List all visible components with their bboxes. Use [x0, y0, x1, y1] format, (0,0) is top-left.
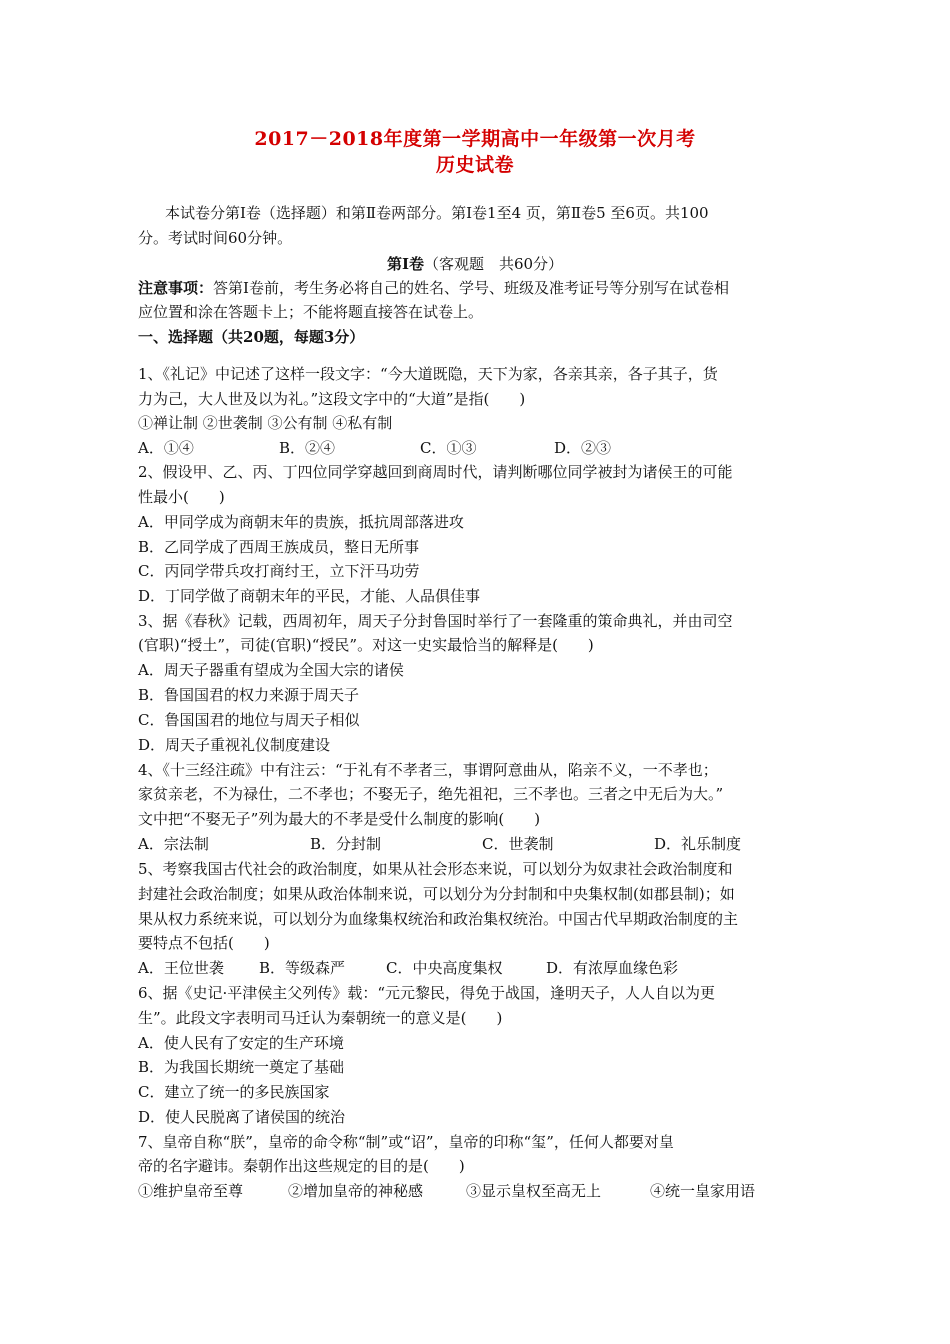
- q2-option-a: A．甲同学成为商朝末年的贵族，抵抗周部落进攻: [138, 513, 464, 531]
- q3-option-d: D．周天子重视礼仪制度建设: [138, 736, 331, 754]
- q1-options: [138, 438, 818, 458]
- q2-option-c: C．丙同学带兵攻打商纣王，立下汗马功劳: [138, 562, 420, 580]
- q7-item-1: ①维护皇帝至尊: [138, 1182, 244, 1200]
- q5-line-2: 封建社会政治制度；如果从政治体制来说，可以划分为分封制和中央集权制(如郡县制)；如: [138, 885, 735, 903]
- q6-option-c: C．建立了统一的多民族国家: [138, 1083, 330, 1101]
- q3-option-b: B．鲁国国君的权力来源于周天子: [138, 686, 360, 704]
- exam-title: 2017－2018年度第一学期高中一年级第一次月考: [254, 128, 696, 150]
- q7-line-2: 帝的名字避讳。秦朝作出这些规定的目的是( ): [138, 1157, 465, 1175]
- q5-line-4: 要特点不包括( ): [138, 934, 270, 952]
- q1-option-c: C．①③: [420, 439, 477, 457]
- q1-option-a: A．①④: [138, 439, 194, 457]
- q1-items: ①禅让制 ②世袭制 ③公有制 ④私有制: [138, 414, 393, 432]
- notice-text-1: 答第Ⅰ卷前，考生务必将自己的姓名、学号、班级及准考证号等分别写在试卷相: [213, 279, 729, 297]
- q3-option-c: C．鲁国国君的地位与周天子相似: [138, 711, 360, 729]
- q6-line-1: 6、据《史记·平津侯主父列传》载：“元元黎民，得免于战国，逢明天子，人人自以为更: [138, 984, 715, 1002]
- q4-option-c: C．世袭制: [482, 835, 554, 853]
- q5-option-a: A．王位世袭: [138, 959, 224, 977]
- part1-heading: [0, 254, 950, 274]
- q1-line-2: 力为己，大人世及以为礼。”这段文字中的“大道”是指( ): [138, 390, 526, 408]
- q3-line-1: 3、据《春秋》记载，西周初年，周天子分封鲁国时举行了一套隆重的策命典礼，并由司空: [138, 612, 733, 630]
- q1-option-b: B．②④: [279, 439, 336, 457]
- q5-option-b: B．等级森严: [259, 959, 346, 977]
- part1-heading-rest: （客观题 共60分）: [423, 255, 564, 273]
- q6-option-d: D．使人民脱离了诸侯国的统治: [138, 1108, 346, 1126]
- exam-subject: 历史试卷: [435, 154, 514, 176]
- q7-item-3: ③显示皇权至高无上: [466, 1182, 602, 1200]
- q5-options: [138, 958, 818, 978]
- q6-option-b: B．为我国长期统一奠定了基础: [138, 1058, 345, 1076]
- q4-line-1: 4、《十三经注疏》中有注云：“于礼有不孝者三，事谓阿意曲从，陷亲不义，一不孝也；: [138, 761, 718, 779]
- q7-item-2: ②增加皇帝的神秘感: [288, 1182, 424, 1200]
- q1-option-d: D．②③: [554, 439, 612, 457]
- q5-line-1: 5、考察我国古代社会的政治制度，如果从社会形态来说，可以划分为奴隶社会政治制度和: [138, 860, 733, 878]
- q1-line-1: 1、《礼记》中记述了这样一段文字：“今大道既隐，天下为家，各亲其亲，各子其子，货: [138, 365, 718, 383]
- q4-options: [138, 834, 818, 854]
- q3-option-a: A．周天子器重有望成为全国大宗的诸侯: [138, 661, 404, 679]
- notice-line-1: [138, 278, 818, 298]
- q4-option-d: D．礼乐制度: [654, 835, 742, 853]
- notice-line-2: 应位置和涂在答题卡上；不能将题直接答在试卷上。: [138, 303, 484, 321]
- q2-line-1: 2、假设甲、乙、丙、丁四位同学穿越回到商周时代，请判断哪位同学被封为诸侯王的可能: [138, 463, 733, 481]
- q6-line-2: 生”。此段文字表明司马迁认为秦朝统一的意义是( ): [138, 1009, 503, 1027]
- intro-line-2: 分。考试时间60分钟。: [138, 229, 293, 247]
- q5-option-c: C．中央高度集权: [386, 959, 503, 977]
- q7-item-4: ④统一皇家用语: [650, 1182, 756, 1200]
- q4-option-b: B．分封制: [310, 835, 382, 853]
- section-heading: 一、选择题（共20题，每题3分）: [138, 328, 365, 346]
- q4-line-2: 家贫亲老，不为禄仕，二不孝也；不娶无子，绝先祖祀，三不孝也。三者之中无后为大。”: [138, 785, 724, 803]
- q2-option-d: D．丁同学做了商朝末年的平民，才能、人品俱佳事: [138, 587, 481, 605]
- part1-heading-bold: 第Ⅰ卷: [386, 255, 424, 273]
- q2-line-2: 性最小( ): [138, 488, 225, 506]
- q6-option-a: A．使人民有了安定的生产环境: [138, 1034, 344, 1052]
- q5-option-d: D．有浓厚血缘色彩: [546, 959, 679, 977]
- q7-items: [138, 1181, 818, 1201]
- q3-line-2: (官职)“授土”，司徒(官职)“授民”。对这一史实最恰当的解释是( ): [138, 636, 594, 654]
- q4-option-a: A．宗法制: [138, 835, 209, 853]
- q4-line-3: 文中把“不娶无子”列为最大的不孝是受什么制度的影响( ): [138, 810, 541, 828]
- q2-option-b: B．乙同学成了西周王族成员，整日无所事: [138, 538, 420, 556]
- q7-line-1: 7、皇帝自称“朕”，皇帝的命令称“制”或“诏”，皇帝的印称“玺”，任何人都要对皇: [138, 1133, 674, 1151]
- intro-line-1: 本试卷分第Ⅰ卷（选择题）和第Ⅱ卷两部分。第Ⅰ卷1至4 页，第Ⅱ卷5 至6页。共100: [165, 204, 709, 222]
- notice-label: 注意事项：: [138, 279, 214, 297]
- q5-line-3: 果从权力系统来说，可以划分为血缘集权统治和政治集权统治。中国古代早期政治制度的主: [138, 910, 739, 928]
